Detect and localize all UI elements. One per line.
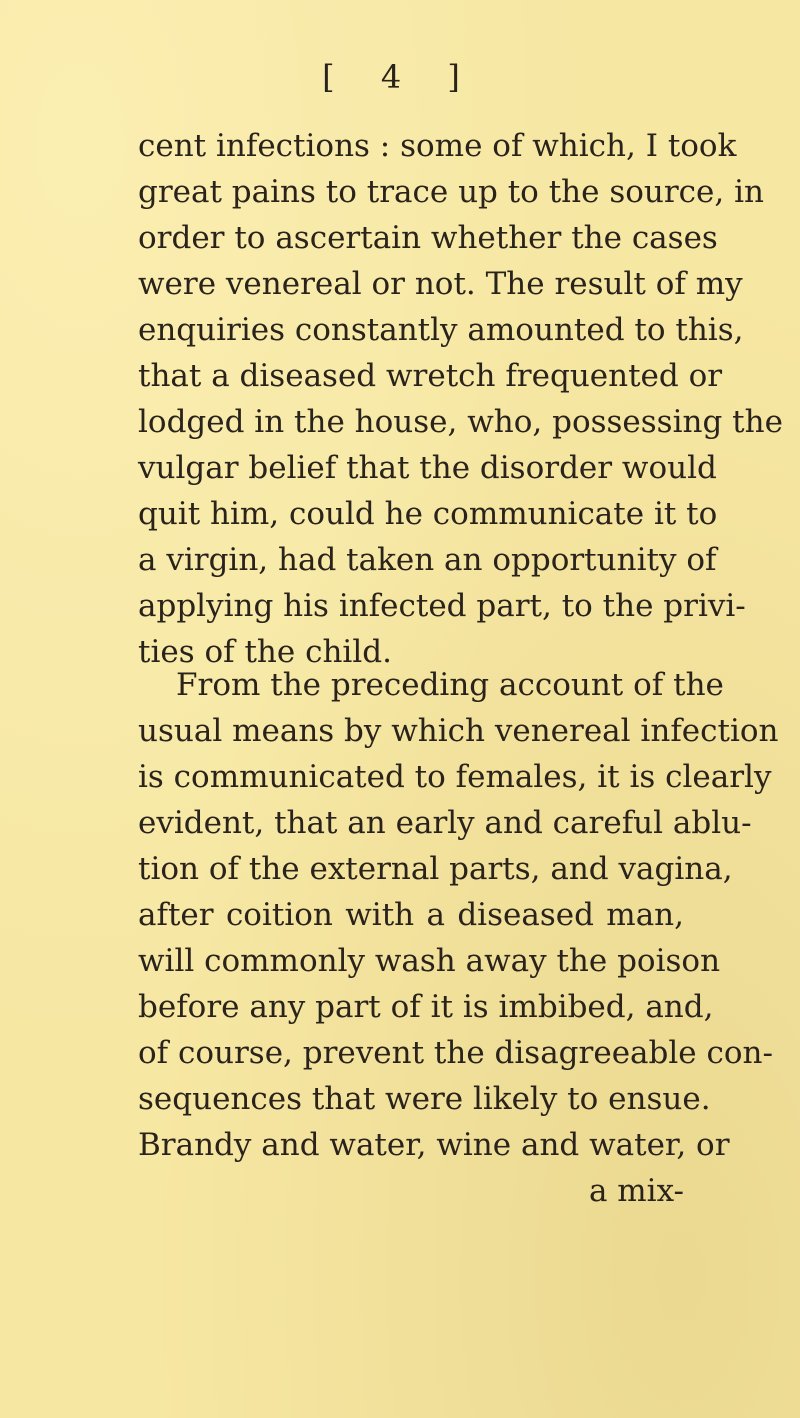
- text-line: a virgin, had taken an opportunity of: [138, 542, 717, 578]
- text-line: is communicated to females, it is clearly: [138, 759, 772, 795]
- text-line: quit him, could he communicate it to: [138, 496, 718, 532]
- paragraph-2: [138, 662, 779, 1168]
- text-line: order to ascertain whether the cases: [138, 220, 718, 256]
- text-line: evident, that an early and careful ablu-: [138, 805, 752, 841]
- text-line: vulgar belief that the disorder would: [138, 450, 717, 486]
- text-line: cent infections : some of which, I took: [138, 128, 737, 164]
- text-line: From the preceding account of the: [176, 667, 724, 703]
- paragraph-1: [138, 123, 783, 675]
- text-line: of course, prevent the disagreeable con-: [138, 1035, 773, 1071]
- page-number: [ 4 ]: [322, 58, 478, 96]
- text-line: Brandy and water, wine and water, or: [138, 1127, 730, 1163]
- text-line: will commonly wash away the poison: [138, 943, 721, 979]
- text-line: that a diseased wretch frequented or: [138, 358, 723, 394]
- text-line: tion of the external parts, and vagina,: [138, 851, 733, 887]
- text-line: sequences that were likely to ensue.: [138, 1081, 711, 1117]
- text-line: were venereal or not. The result of my: [138, 266, 743, 302]
- text-line: usual means by which venereal infection: [138, 713, 779, 749]
- text-line: enquiries constantly amounted to this,: [138, 312, 744, 348]
- text-line: lodged in the house, who, possessing the: [138, 404, 783, 440]
- catchword: a mix-: [588, 1173, 684, 1209]
- text-line: before any part of it is imbibed, and,: [138, 989, 714, 1025]
- text-line: after coition with a diseased man,: [138, 897, 684, 933]
- text-line: applying his infected part, to the privi-: [138, 588, 746, 624]
- text-line: ties of the child.: [138, 634, 392, 670]
- text-line: great pains to trace up to the source, in: [138, 174, 764, 210]
